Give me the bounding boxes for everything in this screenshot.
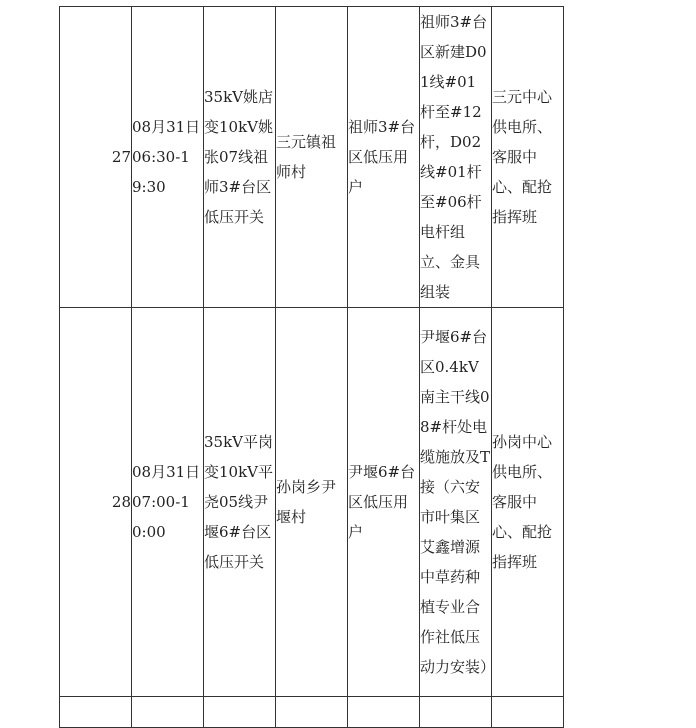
table-row xyxy=(60,697,564,728)
responsible-unit: 三元中心供电所、客服中心、配抢指挥班 xyxy=(492,7,564,308)
row-number: 27 xyxy=(60,7,132,308)
empty-cell xyxy=(276,697,348,728)
empty-cell xyxy=(420,697,492,728)
work-content: 尹堰6#台区0.4kV南主干线08#杆处电缆施放及T接（六安市叶集区艾鑫增源中草药种植专业合作社低压动力安装） xyxy=(420,308,492,697)
responsible-unit: 孙岗中心供电所、客服中心、配抢指挥班 xyxy=(492,308,564,697)
outage-town: 孙岗乡尹堰村 xyxy=(276,308,348,697)
empty-cell xyxy=(204,697,276,728)
table-row xyxy=(60,308,564,697)
outage-town: 三元镇祖师村 xyxy=(276,7,348,308)
empty-cell xyxy=(132,697,204,728)
table-row xyxy=(60,7,564,308)
outage-device: 35kV姚店变10kV姚张07线祖师3#台区低压开关 xyxy=(204,7,276,308)
empty-cell xyxy=(348,697,420,728)
outage-area: 尹堰6#台区低压用户 xyxy=(348,308,420,697)
empty-cell xyxy=(60,697,132,728)
outage-time: 08月31日06:30-19:30 xyxy=(132,7,204,308)
outage-schedule-table xyxy=(59,6,564,728)
work-content: 祖师3#台区新建D01线#01杆至#12杆，D02线#01杆至#06杆电杆组立、金具组装 xyxy=(420,7,492,308)
row-number: 28 xyxy=(60,308,132,697)
outage-area: 祖师3#台区低压用户 xyxy=(348,7,420,308)
outage-time: 08月31日07:00-10:00 xyxy=(132,308,204,697)
outage-device: 35kV平岗变10kV平尧05线尹堰6#台区低压开关 xyxy=(204,308,276,697)
empty-cell xyxy=(492,697,564,728)
